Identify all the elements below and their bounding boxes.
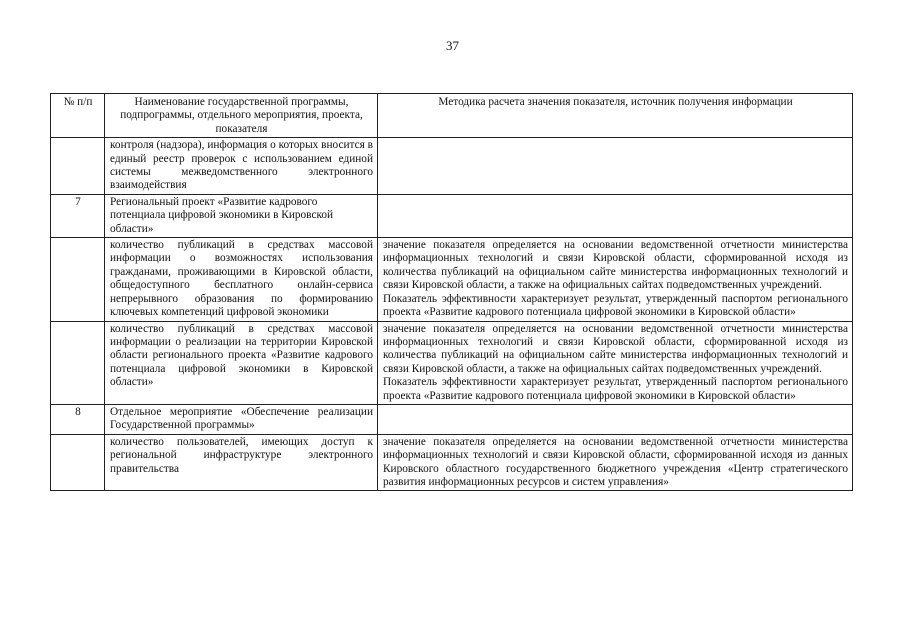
row-name: Отдельное мероприятие «Обеспечение реализации Государственной программы» [105,404,378,434]
row-number [51,434,105,491]
method-paragraph: Показатель эффективности характеризует результат, утвержденный паспортом регионального проекта «Развитие кадрового потенциала цифровой экономики в Кировской области» [383,376,848,402]
table-row [51,194,853,237]
row-method [378,238,853,321]
row-method [378,321,853,404]
row-number [51,138,105,195]
row-method [378,434,853,491]
method-paragraph: значение показателя определяется на основании ведомственной отчетности министерства информационных технологий и связи Кировской области, сформированной исходя из количества публикаций на официальном сайте министерства информационных технологий и связи Кировской области, а также на официальных сайтах подведомственных учреждений. [383,322,848,375]
row-method [378,138,853,195]
row-number: 7 [51,194,105,237]
table-row [51,321,853,404]
methodology-table [50,93,853,491]
row-number [51,238,105,321]
row-name: количество пользователей, имеющих доступ к региональной инфраструктуре электронного правительства [105,434,378,491]
row-method [378,404,853,434]
header-number-column: № п/п [51,94,105,138]
row-name: контроля (надзора), информация о которых вносится в единый реестр проверок с использованием единой системы межведомственного электронного взаимодействия [105,138,378,195]
row-name: Региональный проект «Развитие кадрового потенциала цифровой экономики в Кировской области» [105,194,378,237]
row-name: количество публикаций в средствах массовой информации о возможностях использования гражданами, проживающими в Кировской области, общедоступного бесплатного онлайн-сервиса непрерывного образования по формированию ключевых компетенций цифровой экономики [105,238,378,321]
row-number: 8 [51,404,105,434]
table-row [51,404,853,434]
method-paragraph: Показатель эффективности характеризует результат, утвержденный паспортом регионального проекта «Развитие кадрового потенциала цифровой экономики в Кировской области» [383,292,848,319]
table-header-row [51,94,853,138]
method-paragraph: значение показателя определяется на основании ведомственной отчетности министерства информационных технологий и связи Кировской области, сформированной исходя из данных Кировского областного государственного бюджетного учреждения «Центр стратегического развития информационных ресурсов и систем управления» [383,435,848,488]
table-row [51,434,853,491]
header-method-column: Методика расчета значения показателя, источник получения информации [378,94,853,138]
row-name: количество публикаций в средствах массовой информации о реализации на территории Кировской области регионального проекта «Развитие кадрового потенциала цифровой экономики в Кировской области» [105,321,378,404]
table-row [51,238,853,321]
row-method [378,194,853,237]
header-name-column: Наименование государственной программы, подпрограммы, отдельного мероприятия, проекта, показателя [105,94,378,138]
method-paragraph: значение показателя определяется на основании ведомственной отчетности министерства информационных технологий и связи Кировской области, сформированной исходя из количества публикаций на официальном сайте министерства информационных технологий и связи Кировской области, а также на официальных сайтах подведомственных учреждений. [383,239,848,292]
page-number: 37 [446,38,459,53]
row-number [51,321,105,404]
table-row [51,138,853,195]
